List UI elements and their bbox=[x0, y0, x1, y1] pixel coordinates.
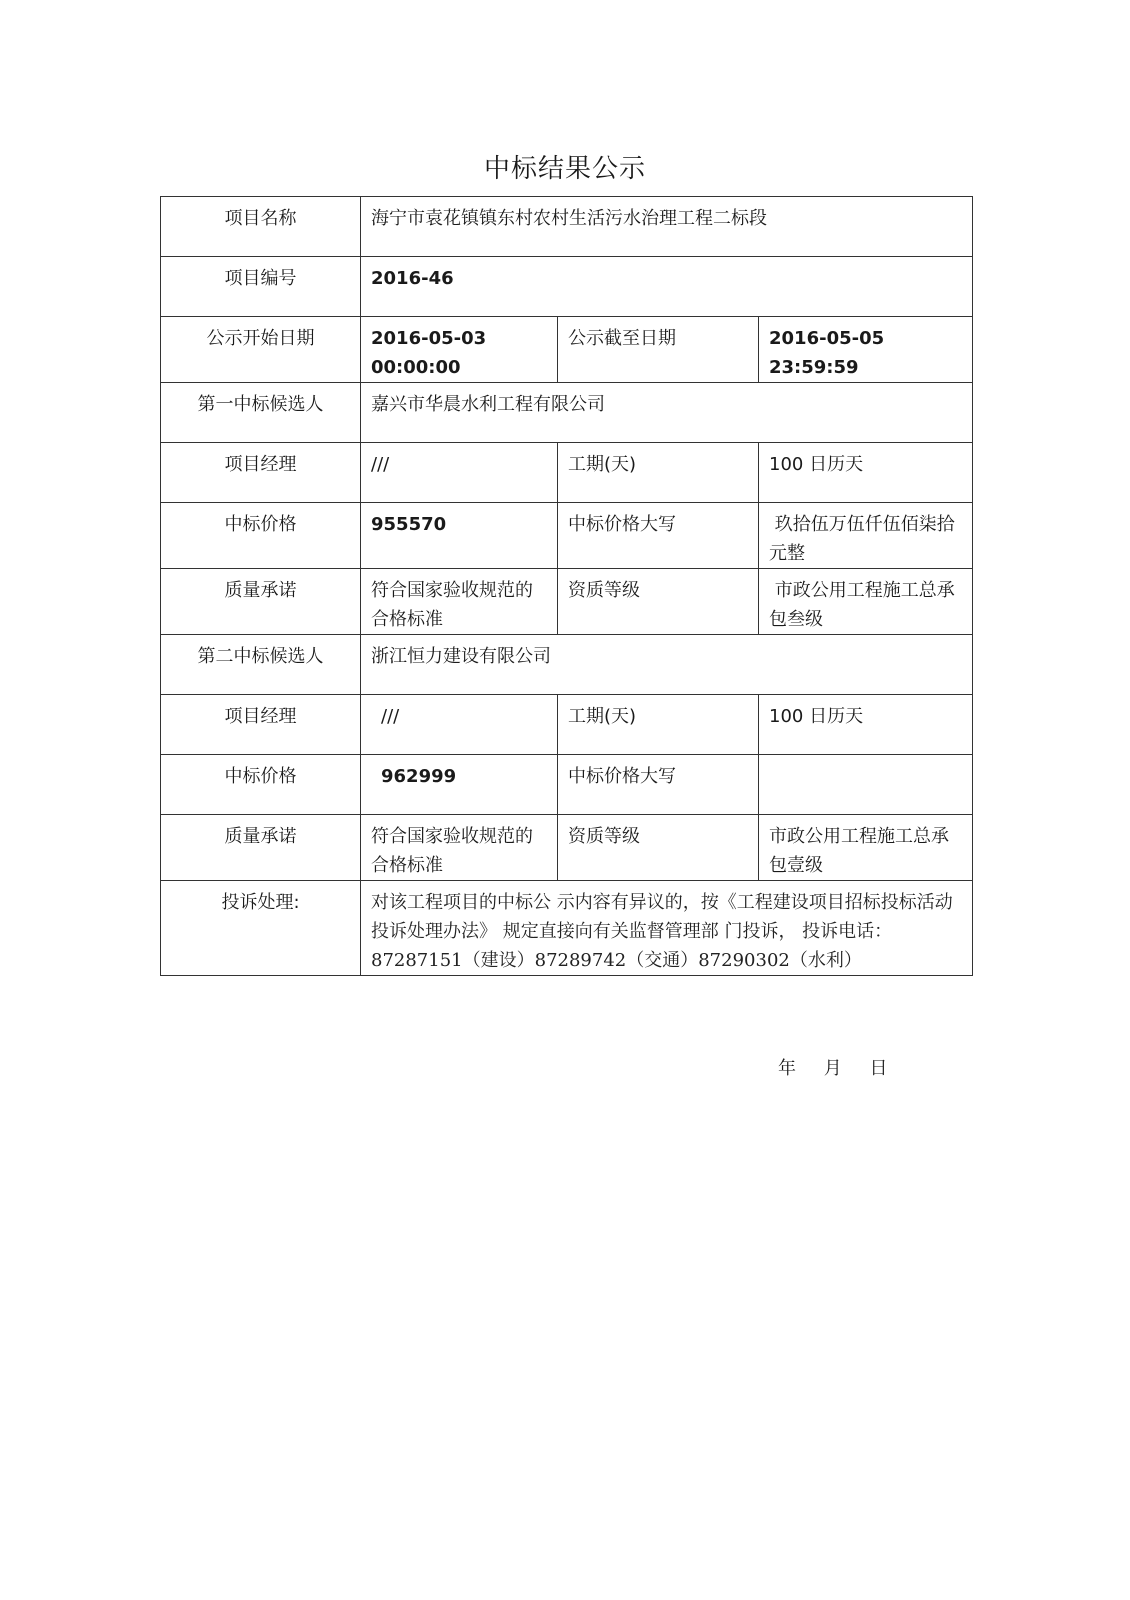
candidate-1-price-upper-label: 中标价格大写 bbox=[558, 503, 759, 569]
project-no-value: 2016-46 bbox=[361, 257, 973, 317]
row-candidate-1-quality bbox=[161, 569, 973, 635]
start-date-label: 公示开始日期 bbox=[161, 317, 361, 383]
project-name-label: 项目名称 bbox=[161, 197, 361, 257]
candidate-2-period-label: 工期(天) bbox=[558, 695, 759, 755]
project-name-value: 海宁市袁花镇镇东村农村生活污水治理工程二标段 bbox=[361, 197, 973, 257]
start-date-value: 2016-05-03 00:00:00 bbox=[361, 317, 558, 383]
complaint-label: 投诉处理: bbox=[161, 881, 361, 976]
candidate-1-period-value: 100 日历天 bbox=[759, 443, 973, 503]
candidate-2-label: 第二中标候选人 bbox=[161, 635, 361, 695]
candidate-1-price-upper-value: 玖拾伍万伍仟伍佰柒拾元整 bbox=[759, 503, 973, 569]
signature-date bbox=[778, 1054, 909, 1080]
row-complaint bbox=[161, 881, 973, 976]
project-no-label: 项目编号 bbox=[161, 257, 361, 317]
end-date-value: 2016-05-05 23:59:59 bbox=[759, 317, 973, 383]
candidate-2-period-value: 100 日历天 bbox=[759, 695, 973, 755]
bid-result-table bbox=[160, 196, 973, 976]
row-dates bbox=[161, 317, 973, 383]
candidate-2-qual-value: 市政公用工程施工总承包壹级 bbox=[759, 815, 973, 881]
row-candidate-1-pm bbox=[161, 443, 973, 503]
candidate-1-price-value: 955570 bbox=[361, 503, 558, 569]
row-project-name bbox=[161, 197, 973, 257]
candidate-1-pm-label: 项目经理 bbox=[161, 443, 361, 503]
row-candidate-2-pm bbox=[161, 695, 973, 755]
complaint-text: 对该工程项目的中标公 示内容有异议的，按《工程建设项目招标投标活动投诉处理办法》 规定直接向有关监督管理部 门投诉， 投诉电话：87287151（建设）87289742（交通）87290302（水利） bbox=[361, 881, 973, 976]
date-month: 月 bbox=[823, 1058, 842, 1079]
candidate-1-price-label: 中标价格 bbox=[161, 503, 361, 569]
row-candidate-2-quality bbox=[161, 815, 973, 881]
candidate-1-qual-value: 市政公用工程施工总承包叁级 bbox=[759, 569, 973, 635]
candidate-2-pm-value: /// bbox=[361, 695, 558, 755]
candidate-1-period-label: 工期(天) bbox=[558, 443, 759, 503]
candidate-1-label: 第一中标候选人 bbox=[161, 383, 361, 443]
candidate-2-quality-value: 符合国家验收规范的合格标准 bbox=[361, 815, 558, 881]
candidate-1-name: 嘉兴市华晨水利工程有限公司 bbox=[361, 383, 973, 443]
row-candidate-2 bbox=[161, 635, 973, 695]
date-year: 年 bbox=[778, 1058, 796, 1079]
candidate-2-qual-label: 资质等级 bbox=[558, 815, 759, 881]
candidate-2-pm-label: 项目经理 bbox=[161, 695, 361, 755]
candidate-2-name: 浙江恒力建设有限公司 bbox=[361, 635, 973, 695]
candidate-2-price-label: 中标价格 bbox=[161, 755, 361, 815]
candidate-2-quality-label: 质量承诺 bbox=[161, 815, 361, 881]
candidate-2-price-upper-label: 中标价格大写 bbox=[558, 755, 759, 815]
candidate-2-price-value: 962999 bbox=[361, 755, 558, 815]
row-candidate-1-price bbox=[161, 503, 973, 569]
candidate-1-qual-label: 资质等级 bbox=[558, 569, 759, 635]
candidate-1-quality-value: 符合国家验收规范的合格标准 bbox=[361, 569, 558, 635]
row-candidate-2-price bbox=[161, 755, 973, 815]
row-project-no bbox=[161, 257, 973, 317]
candidate-1-pm-value: /// bbox=[361, 443, 558, 503]
candidate-1-quality-label: 质量承诺 bbox=[161, 569, 361, 635]
date-day: 日 bbox=[869, 1058, 888, 1079]
page-title: 中标结果公示 bbox=[483, 154, 646, 184]
candidate-2-price-upper-value bbox=[759, 755, 973, 815]
end-date-label: 公示截至日期 bbox=[558, 317, 759, 383]
row-candidate-1 bbox=[161, 383, 973, 443]
